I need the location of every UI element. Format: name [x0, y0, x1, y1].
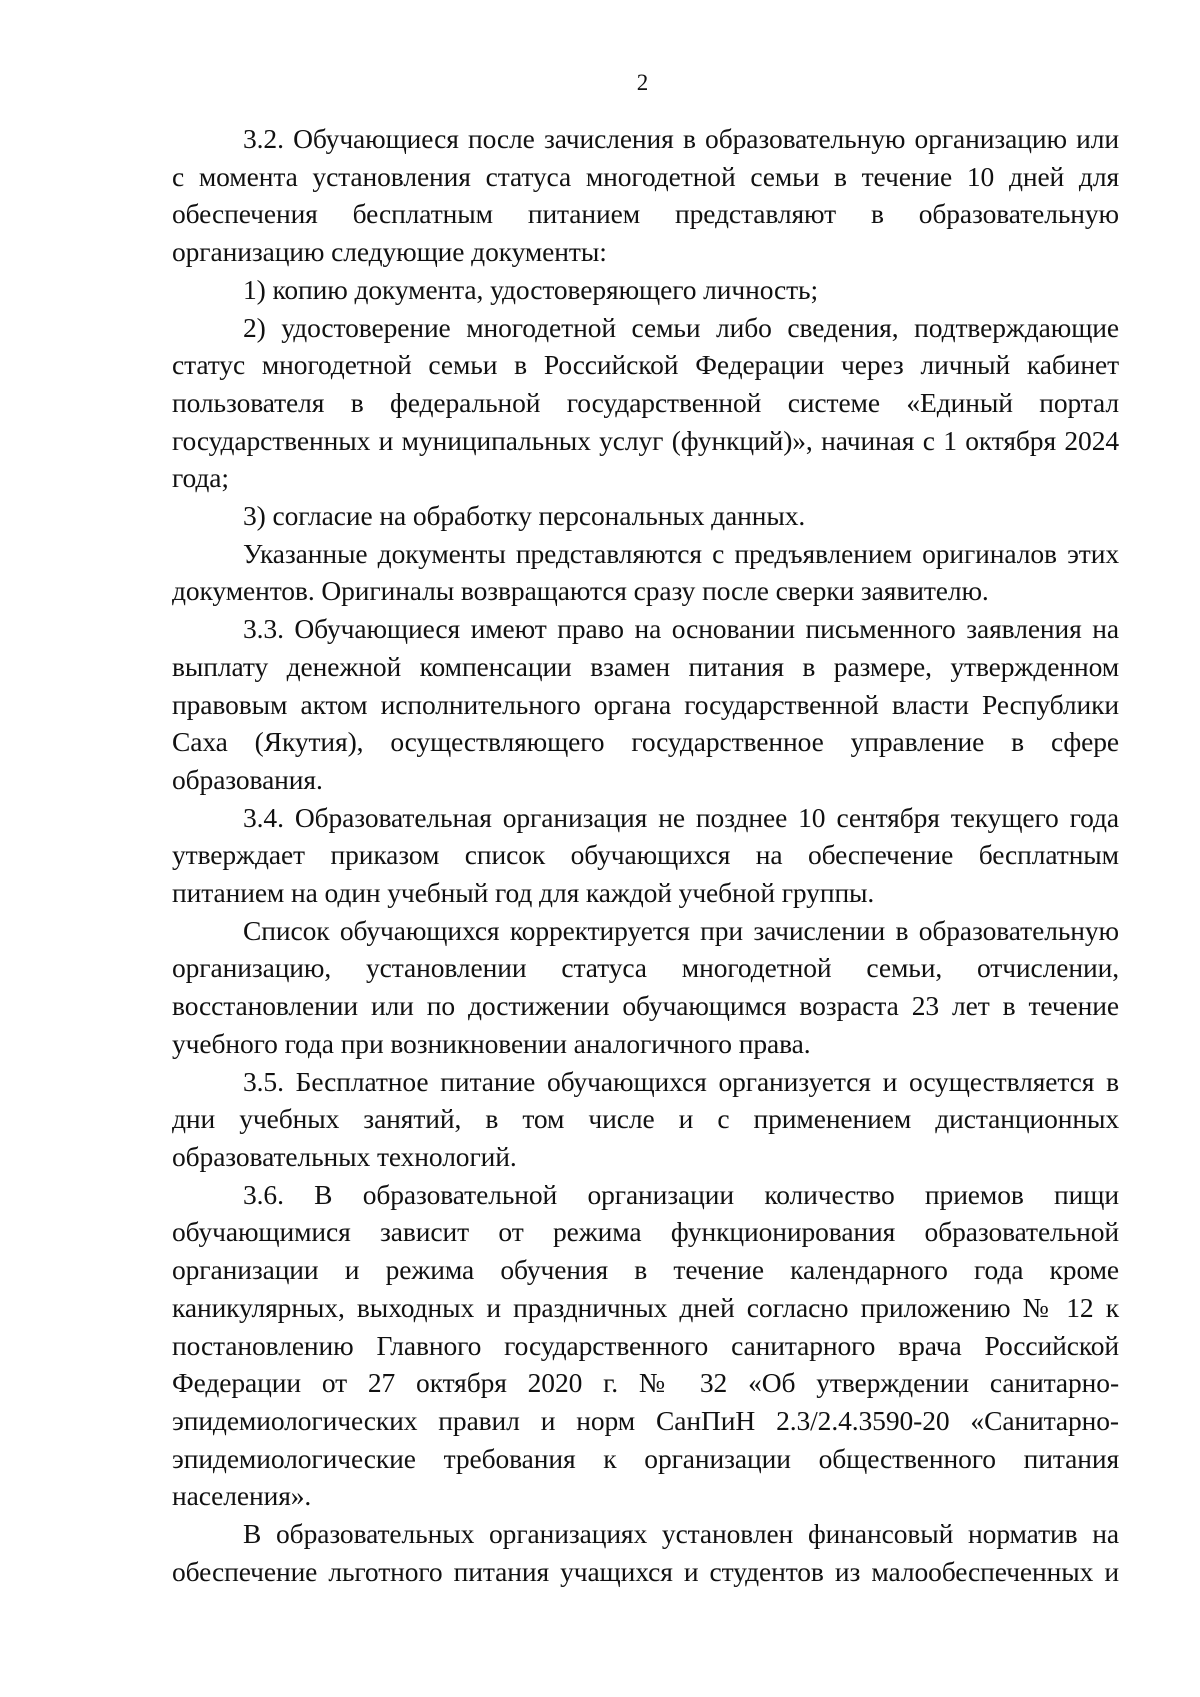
document-body [172, 120, 1119, 1590]
page-number: 2 [636, 70, 649, 95]
paragraph-3-4: 3.4. Образовательная организация не позднее 10 сентября текущего года утверждает приказом список обучающихся на обеспечение бесплатным питанием на один учебный год для каждой учебной группы. [172, 801, 1119, 909]
paragraph-documents-note: Указанные документы представляются с предъявлением оригиналов этих документов. Оригиналы возвращаются сразу после сверки заявителю. [172, 537, 1119, 607]
list-item-1: 1) копию документа, удостоверяющего личность; [243, 273, 819, 305]
paragraph-list-correction: Список обучающихся корректируется при зачислении в образовательную организацию, установлении статуса многодетной семьи, отчислении, восстановлении или по достижении обучающимся возраста 23 лет в течение учебного года при возникновении аналогичного права. [172, 914, 1119, 1059]
paragraph-3-5: 3.5. Бесплатное питание обучающихся организуется и осуществляется в дни учебных занятий, в том числе и с применением дистанционных образовательных технологий. [172, 1065, 1119, 1172]
paragraph-3-2: 3.2. Обучающиеся после зачисления в образовательную организацию или с момента установления статуса многодетной семьи в течение 10 дней для обеспечения бесплатным питанием представляют в образовательную организацию следующие документы: [172, 123, 1119, 268]
paragraph-3-6: 3.6. В образовательной организации количество приемов пищи обучающимися зависит от режима функционирования образовательной организации и режима обучения в течение календарного года кроме каникулярных, выходных и праздничных дней согласно приложению № 12 к постановлению Главного государственного санитарного врача Российской Федерации от 27 октября 2020 г. № 32 «Об утверждении санитарно-эпидемиологических правил и норм СанПиН 2.3/2.4.3590-20 «Санитарно-эпидемиологические требования к организации общественного питания населения». [172, 1178, 1119, 1512]
list-item-2: 2) удостоверение многодетной семьи либо сведения, подтверждающие статус многодетной семьи в Российской Федерации через личный кабинет пользователя в федеральной государственной системе «Единый портал государственных и муниципальных услуг (функций)», начиная с 1 октября 2024 года; [172, 311, 1119, 494]
paragraph-3-3: 3.3. Обучающиеся имеют право на основании письменного заявления на выплату денежной компенсации взамен питания в размере, утвержденном правовым актом исполнительного органа государственной власти Республики Саха (Якутия), осуществляющего государственное управление в сфере образования. [172, 613, 1119, 795]
list-item-3: 3) согласие на обработку персональных данных. [243, 500, 806, 532]
paragraph-financial-norm: В образовательных организациях установлен финансовый норматив на обеспечение льготного питания учащихся и студентов из малообеспеченных и [172, 1518, 1119, 1587]
